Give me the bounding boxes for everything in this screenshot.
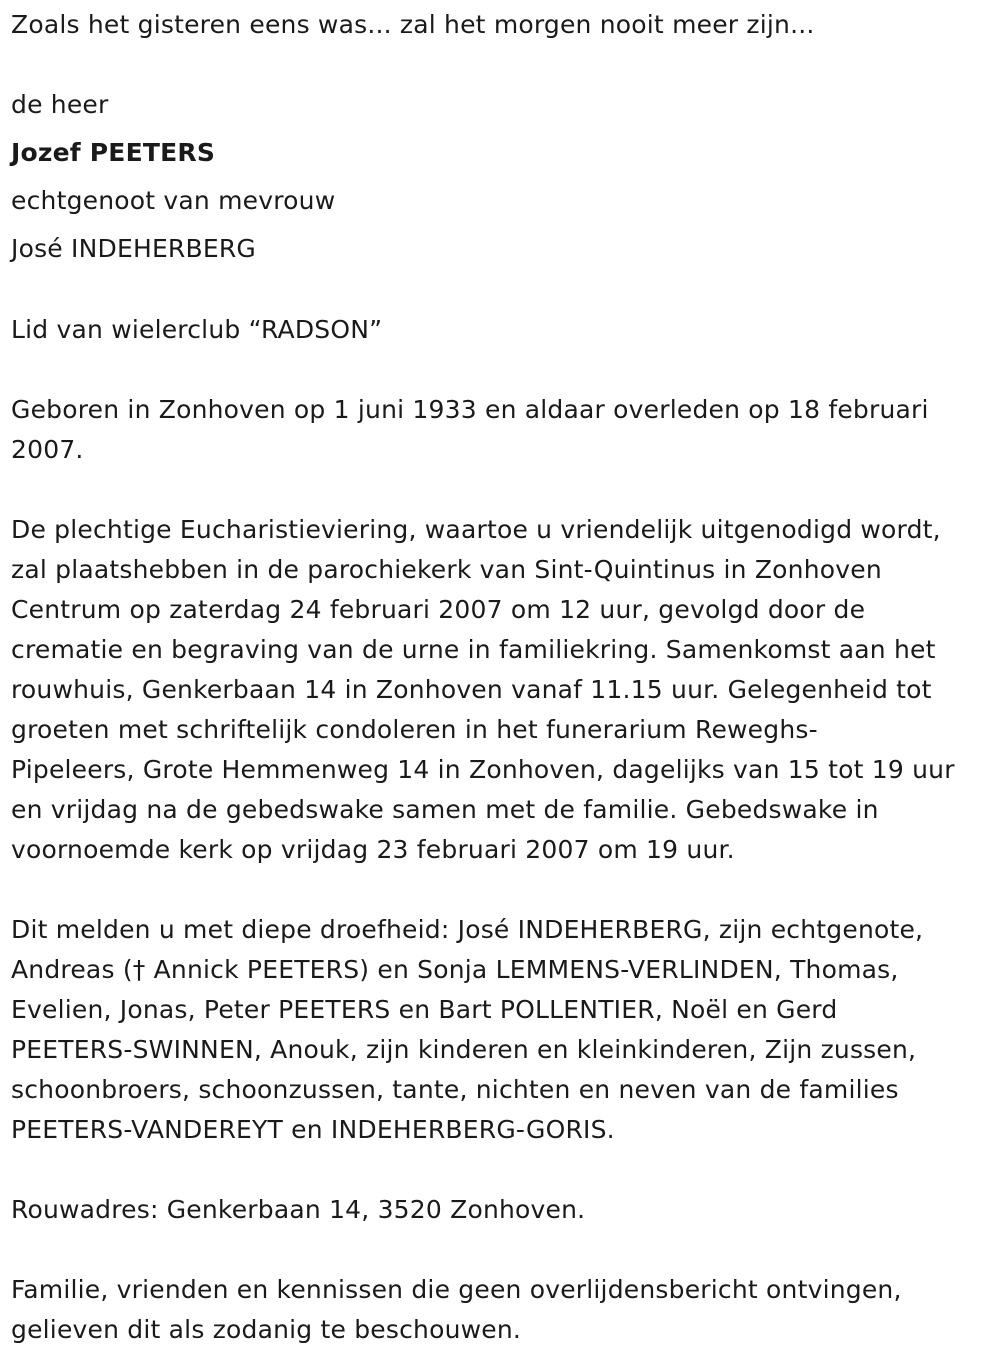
ceremony-line: De plechtige Eucharistieviering, waartoe u vriendelijk uitgenodigd wordt, — [11, 515, 941, 544]
ceremony-paragraph — [11, 510, 991, 870]
ceremony-line: voornoemde kerk op vrijdag 23 februari 2007 om 19 uur. — [11, 835, 735, 864]
ceremony-line: en vrijdag na de gebedswake samen met de familie. Gebedswake in — [11, 795, 879, 824]
ceremony-line: Pipeleers, Grote Hemmenweg 14 in Zonhoven, dagelijks van 15 tot 19 uur — [11, 755, 955, 784]
closing-line: Familie, vrienden en kennissen die geen overlijdensbericht ontvingen, — [11, 1275, 902, 1304]
honorific: de heer — [11, 90, 109, 119]
birth-line: Geboren in Zonhoven op 1 juni 1933 en aldaar overleden op 18 februari — [11, 395, 929, 424]
spouse-label: echtgenoot van mevrouw — [11, 186, 336, 215]
birth-paragraph — [11, 390, 991, 470]
family-line: PEETERS-SWINNEN, Anouk, zijn kinderen en kleinkinderen, Zijn zussen, — [11, 1035, 917, 1064]
family-line: schoonbroers, schoonzussen, tante, nichten en neven van de families — [11, 1075, 899, 1104]
deceased-name: Jozef PEETERS — [11, 138, 216, 167]
ceremony-line: zal plaatshebben in de parochiekerk van Sint-Quintinus in Zonhoven — [11, 555, 882, 584]
closing-line: gelieven dit als zodanig te beschouwen. — [11, 1315, 522, 1344]
birth-line: 2007. — [11, 435, 84, 464]
family-line: Dit melden u met diepe droefheid: José INDEHERBERG, zijn echtgenote, — [11, 915, 924, 944]
opening-line: Zoals het gisteren eens was... zal het morgen nooit meer zijn... — [11, 10, 815, 39]
ceremony-line: crematie en begraving van de urne in familiekring. Samenkomst aan het — [11, 635, 936, 664]
ceremony-line: groeten met schriftelijk condoleren in het funerarium Reweghs- — [11, 715, 818, 744]
club-membership: Lid van wielerclub “RADSON” — [11, 315, 383, 344]
family-line: Evelien, Jonas, Peter PEETERS en Bart POLLENTIER, Noël en Gerd — [11, 995, 838, 1024]
ceremony-line: rouwhuis, Genkerbaan 14 in Zonhoven vanaf 11.15 uur. Gelegenheid tot — [11, 675, 932, 704]
ceremony-line: Centrum op zaterdag 24 februari 2007 om 12 uur, gevolgd door de — [11, 595, 866, 624]
mourning-address: Rouwadres: Genkerbaan 14, 3520 Zonhoven. — [11, 1195, 586, 1224]
closing-paragraph — [11, 1270, 991, 1350]
family-line: Andreas († Annick PEETERS) en Sonja LEMMENS-VERLINDEN, Thomas, — [11, 955, 899, 984]
family-line: PEETERS-VANDEREYT en INDEHERBERG-GORIS. — [11, 1115, 615, 1144]
spouse-name: José INDEHERBERG — [11, 234, 256, 263]
family-paragraph — [11, 910, 991, 1150]
